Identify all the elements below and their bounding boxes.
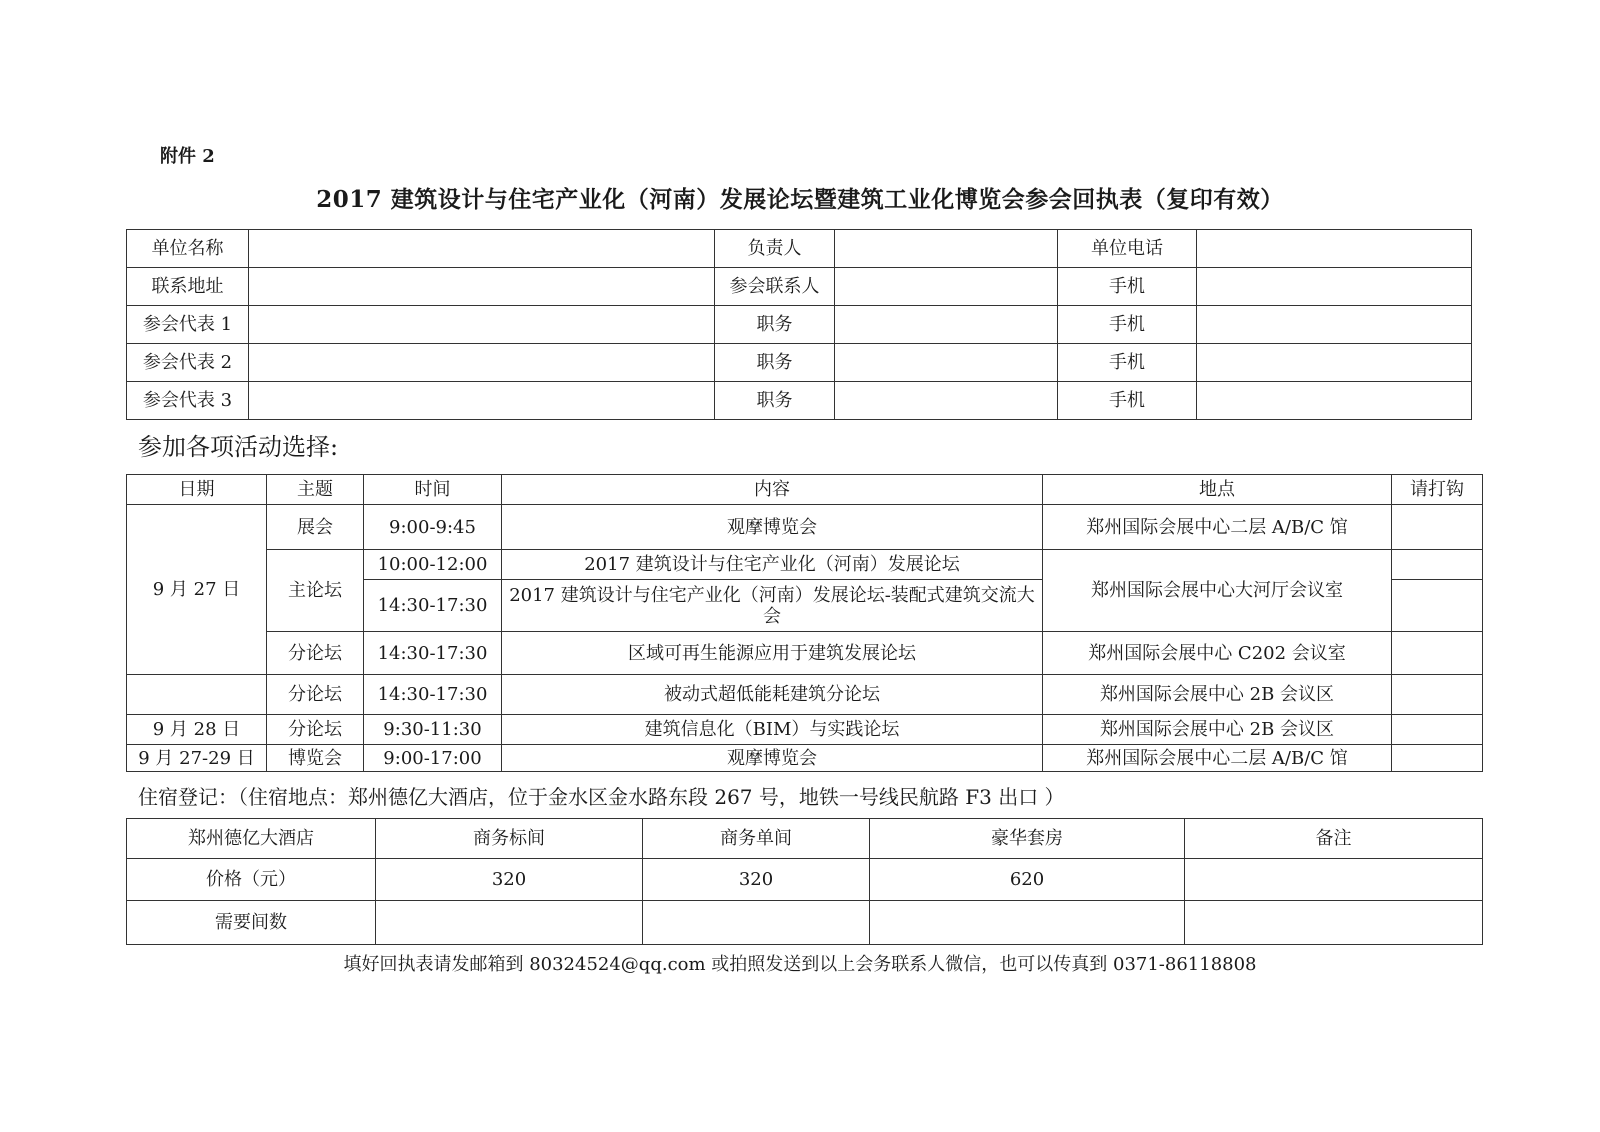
contact-mobile-field[interactable] — [1197, 268, 1472, 306]
rep2-label: 参会代表 2 — [127, 344, 249, 382]
table-header-row — [127, 819, 1483, 859]
content-cell: 观摩博览会 — [502, 505, 1043, 550]
address-field[interactable] — [249, 268, 715, 306]
rep2-position-field[interactable] — [835, 344, 1058, 382]
date-cell: 9 月 28 日 — [127, 715, 267, 745]
time-cell: 9:30-11:30 — [364, 715, 502, 745]
rep3-name-field[interactable] — [249, 382, 715, 420]
header-content: 内容 — [502, 475, 1043, 505]
mobile-label: 手机 — [1058, 306, 1197, 344]
date-cell: 9 月 27-29 日 — [127, 745, 267, 772]
check-cell[interactable] — [1392, 675, 1483, 715]
price-cell: 620 — [870, 859, 1185, 901]
mobile-label: 手机 — [1058, 344, 1197, 382]
date-cell — [127, 675, 267, 715]
time-cell: 14:30-17:30 — [364, 632, 502, 675]
footer-instructions: 填好回执表请发邮箱到 80324524@qq.com 或拍照发送到以上会务联系人微信，也可以传真到 0371-86118808 — [343, 954, 1257, 975]
check-cell[interactable] — [1392, 745, 1483, 772]
location-cell: 郑州国际会展中心 C202 会议室 — [1043, 632, 1392, 675]
rep3-mobile-field[interactable] — [1197, 382, 1472, 420]
rooms-needed-label: 需要间数 — [127, 901, 376, 945]
mobile-label: 手机 — [1058, 382, 1197, 420]
price-cell: 320 — [376, 859, 643, 901]
location-cell: 郑州国际会展中心 2B 会议区 — [1043, 715, 1392, 745]
content-cell: 观摩博览会 — [502, 745, 1043, 772]
table-header-row — [127, 475, 1483, 505]
room-type-header: 商务标间 — [376, 819, 643, 859]
form-title: 2017 建筑设计与住宅产业化（河南）发展论坛暨建筑工业化博览会参会回执表（复印有效） — [316, 186, 1284, 213]
rep2-mobile-field[interactable] — [1197, 344, 1472, 382]
rooms-needed-field[interactable] — [376, 901, 643, 945]
check-cell[interactable] — [1392, 632, 1483, 675]
unit-phone-field[interactable] — [1197, 230, 1472, 268]
remarks-field[interactable] — [1185, 901, 1483, 945]
person-in-charge-field[interactable] — [835, 230, 1058, 268]
time-cell: 14:30-17:30 — [364, 580, 502, 632]
location-cell: 郑州国际会展中心二层 A/B/C 馆 — [1043, 505, 1392, 550]
table-row — [127, 675, 1483, 715]
price-label: 价格（元） — [127, 859, 376, 901]
table-row — [127, 550, 1483, 580]
mobile-label: 手机 — [1058, 268, 1197, 306]
contact-person-field[interactable] — [835, 268, 1058, 306]
attachment-label: 附件 2 — [160, 146, 215, 167]
position-label: 职务 — [715, 382, 835, 420]
participant-info-table — [126, 229, 1472, 420]
table-row — [127, 505, 1483, 550]
hotel-name-header: 郑州德亿大酒店 — [127, 819, 376, 859]
content-cell: 区域可再生能源应用于建筑发展论坛 — [502, 632, 1043, 675]
topic-cell: 分论坛 — [267, 715, 364, 745]
check-cell[interactable] — [1392, 550, 1483, 580]
hotel-table — [126, 818, 1483, 945]
person-in-charge-label: 负责人 — [715, 230, 835, 268]
rep1-position-field[interactable] — [835, 306, 1058, 344]
header-topic: 主题 — [267, 475, 364, 505]
date-cell: 9 月 27 日 — [127, 505, 267, 675]
time-cell: 14:30-17:30 — [364, 675, 502, 715]
header-time: 时间 — [364, 475, 502, 505]
time-cell: 9:00-17:00 — [364, 745, 502, 772]
lodging-info: 住宿登记：（住宿地点：郑州德亿大酒店，位于金水区金水路东段 267 号，地铁一号线民航路 F3 出口 ） — [138, 785, 1065, 809]
table-row — [127, 632, 1483, 675]
table-row — [127, 230, 1472, 268]
rep1-name-field[interactable] — [249, 306, 715, 344]
topic-cell: 分论坛 — [267, 632, 364, 675]
rooms-needed-field[interactable] — [643, 901, 870, 945]
activity-table — [126, 474, 1483, 772]
location-cell: 郑州国际会展中心 2B 会议区 — [1043, 675, 1392, 715]
contact-person-label: 参会联系人 — [715, 268, 835, 306]
room-type-header: 豪华套房 — [870, 819, 1185, 859]
table-row — [127, 344, 1472, 382]
location-cell: 郑州国际会展中心大河厅会议室 — [1043, 550, 1392, 632]
unit-phone-label: 单位电话 — [1058, 230, 1197, 268]
topic-cell: 主论坛 — [267, 550, 364, 632]
header-check: 请打钩 — [1392, 475, 1483, 505]
rep3-label: 参会代表 3 — [127, 382, 249, 420]
rep2-name-field[interactable] — [249, 344, 715, 382]
unit-name-field[interactable] — [249, 230, 715, 268]
check-cell[interactable] — [1392, 715, 1483, 745]
rep1-mobile-field[interactable] — [1197, 306, 1472, 344]
table-row — [127, 901, 1483, 945]
content-cell: 2017 建筑设计与住宅产业化（河南）发展论坛-装配式建筑交流大会 — [502, 580, 1043, 632]
topic-cell: 分论坛 — [267, 675, 364, 715]
topic-cell: 展会 — [267, 505, 364, 550]
price-cell: 320 — [643, 859, 870, 901]
rep3-position-field[interactable] — [835, 382, 1058, 420]
table-row — [127, 268, 1472, 306]
content-cell: 2017 建筑设计与住宅产业化（河南）发展论坛 — [502, 550, 1043, 580]
activity-heading: 参加各项活动选择: — [138, 433, 339, 461]
table-row — [127, 306, 1472, 344]
unit-name-label: 单位名称 — [127, 230, 249, 268]
header-location: 地点 — [1043, 475, 1392, 505]
room-type-header: 商务单间 — [643, 819, 870, 859]
check-cell[interactable] — [1392, 505, 1483, 550]
remarks-field[interactable] — [1185, 859, 1483, 901]
rep1-label: 参会代表 1 — [127, 306, 249, 344]
content-cell: 建筑信息化（BIM）与实践论坛 — [502, 715, 1043, 745]
content-cell: 被动式超低能耗建筑分论坛 — [502, 675, 1043, 715]
position-label: 职务 — [715, 306, 835, 344]
time-cell: 10:00-12:00 — [364, 550, 502, 580]
table-row — [127, 859, 1483, 901]
table-row — [127, 745, 1483, 772]
time-cell: 9:00-9:45 — [364, 505, 502, 550]
address-label: 联系地址 — [127, 268, 249, 306]
position-label: 职务 — [715, 344, 835, 382]
table-row — [127, 382, 1472, 420]
check-cell[interactable] — [1392, 580, 1483, 632]
header-date: 日期 — [127, 475, 267, 505]
location-cell: 郑州国际会展中心二层 A/B/C 馆 — [1043, 745, 1392, 772]
remarks-header: 备注 — [1185, 819, 1483, 859]
topic-cell: 博览会 — [267, 745, 364, 772]
rooms-needed-field[interactable] — [870, 901, 1185, 945]
table-row — [127, 715, 1483, 745]
